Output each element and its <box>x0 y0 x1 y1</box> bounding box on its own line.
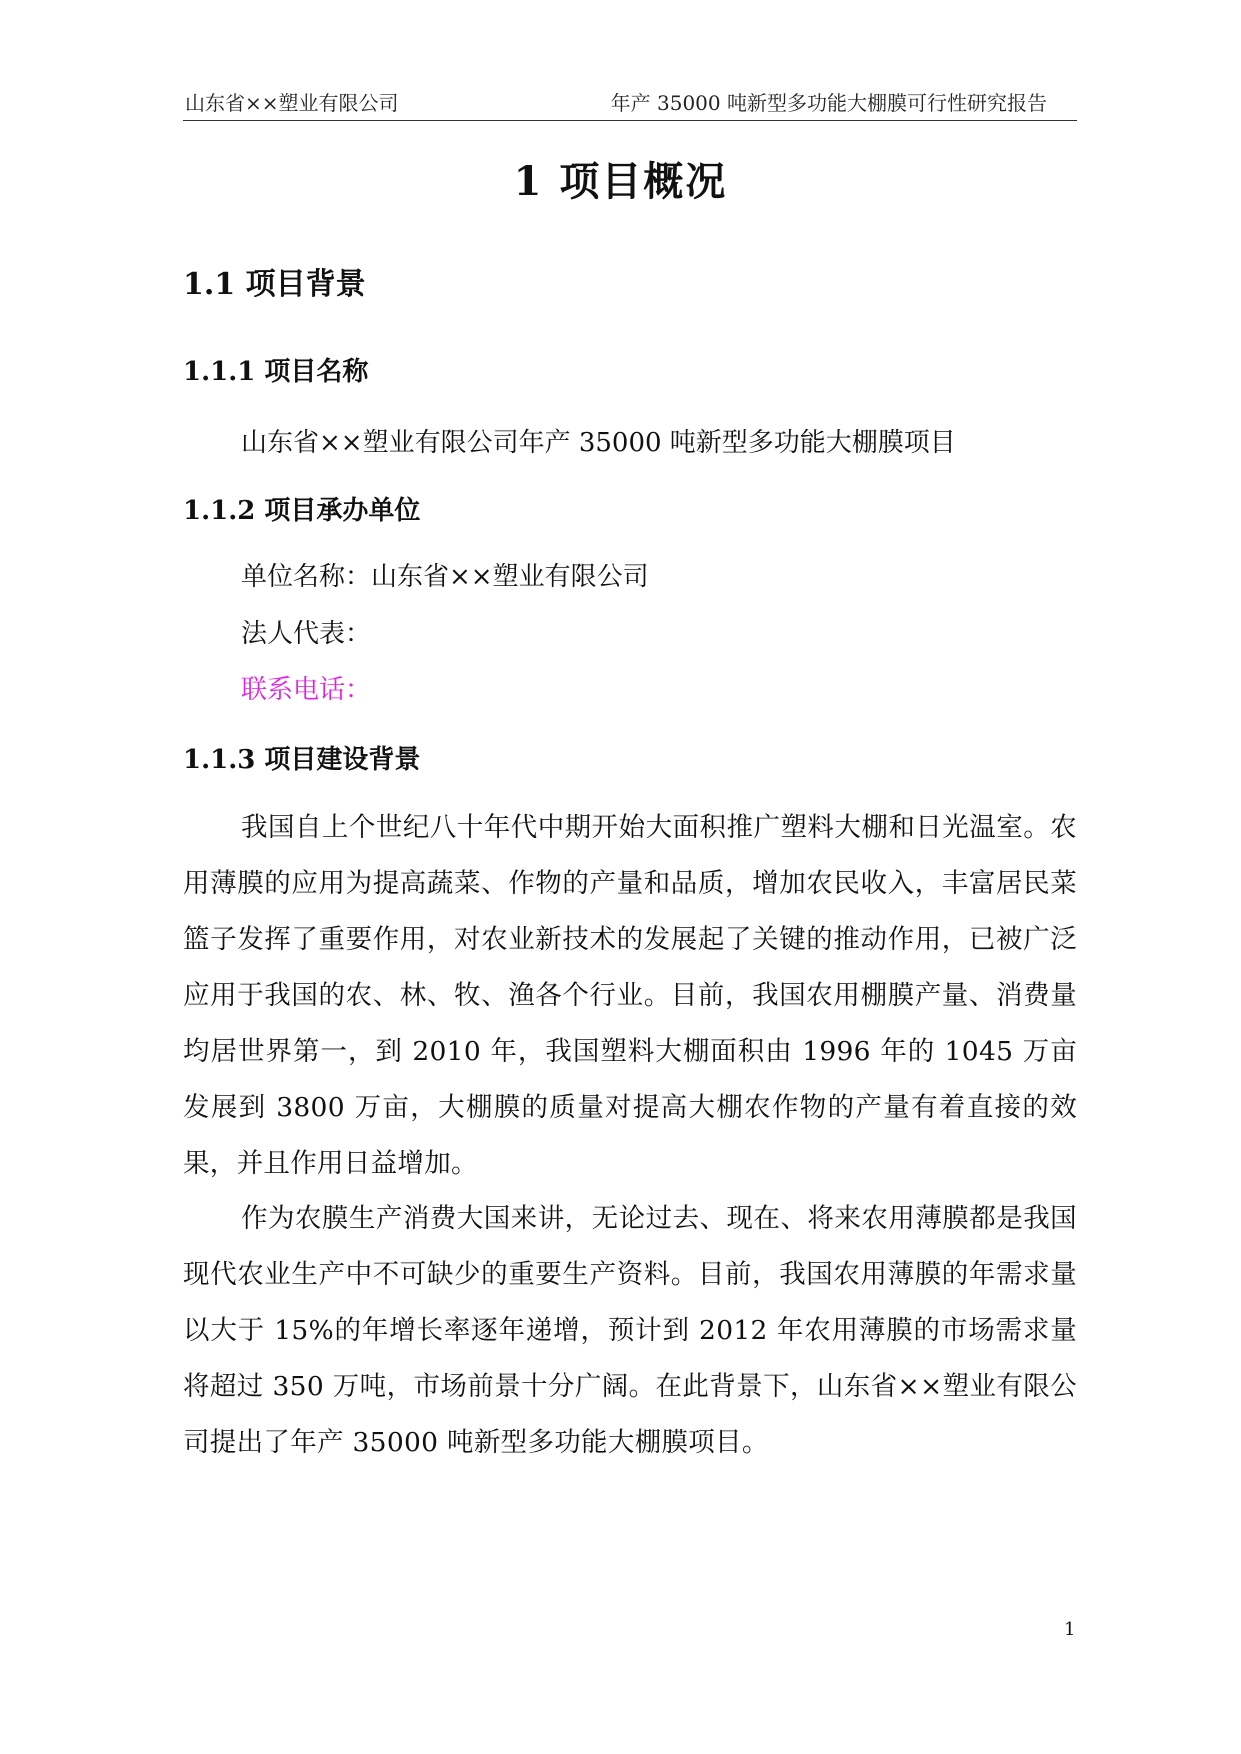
background-paragraph-2: 作为农膜生产消费大国来讲，无论过去、现在、将来农用薄膜都是我国现代农业生产中不可缺少的重要生产资料。目前，我国农用薄膜的年需求量以大于 15%的年增长率逐年递增，预计到 2012 年农用薄膜的市场需求量将超过 350 万吨，市场前景十分广阔。在此背景下，山东省××塑业有限公司提出了年产 35000 吨新型多功能大棚膜项目。 <box>183 1203 1077 1458</box>
page-number: 1 <box>1064 1619 1076 1640</box>
section-title-1-1-3: 1.1.3 项目建设背景 <box>183 745 421 775</box>
page-header <box>183 86 1077 121</box>
contact-phone-line: 联系电话： <box>241 675 372 705</box>
header-company: 山东省××塑业有限公司 <box>185 91 399 115</box>
header-report-title: 年产 35000 吨新型多功能大棚膜可行性研究报告 <box>610 91 1047 115</box>
background-paragraph-1: 我国自上个世纪八十年代中期开始大面积推广塑料大棚和日光温室。农用薄膜的应用为提高蔬菜、作物的产量和品质，增加农民收入，丰富居民菜篮子发挥了重要作用，对农业新技术的发展起了关键的推动作用，已被广泛应用于我国的农、林、牧、渔各个行业。目前，我国农用棚膜产量、消费量均居世界第一，到 2010 年，我国塑料大棚面积由 1996 年的 1045 万亩发展到 3800 万亩，大棚膜的质量对提高大棚农作物的产量有着直接的效果，并且作用日益增加。 <box>183 812 1077 1179</box>
section-title-1-1-1: 1.1.1 项目名称 <box>183 357 369 387</box>
section-title-1-1: 1.1 项目背景 <box>183 267 366 302</box>
legal-rep-line: 法人代表： <box>241 619 372 649</box>
section-title-1-1-2: 1.1.2 项目承办单位 <box>183 496 421 526</box>
project-name-text: 山东省××塑业有限公司年产 35000 吨新型多功能大棚膜项目 <box>241 428 956 458</box>
unit-name-line: 单位名称：山东省××塑业有限公司 <box>241 562 649 592</box>
chapter-title: 1 项目概况 <box>513 158 728 205</box>
